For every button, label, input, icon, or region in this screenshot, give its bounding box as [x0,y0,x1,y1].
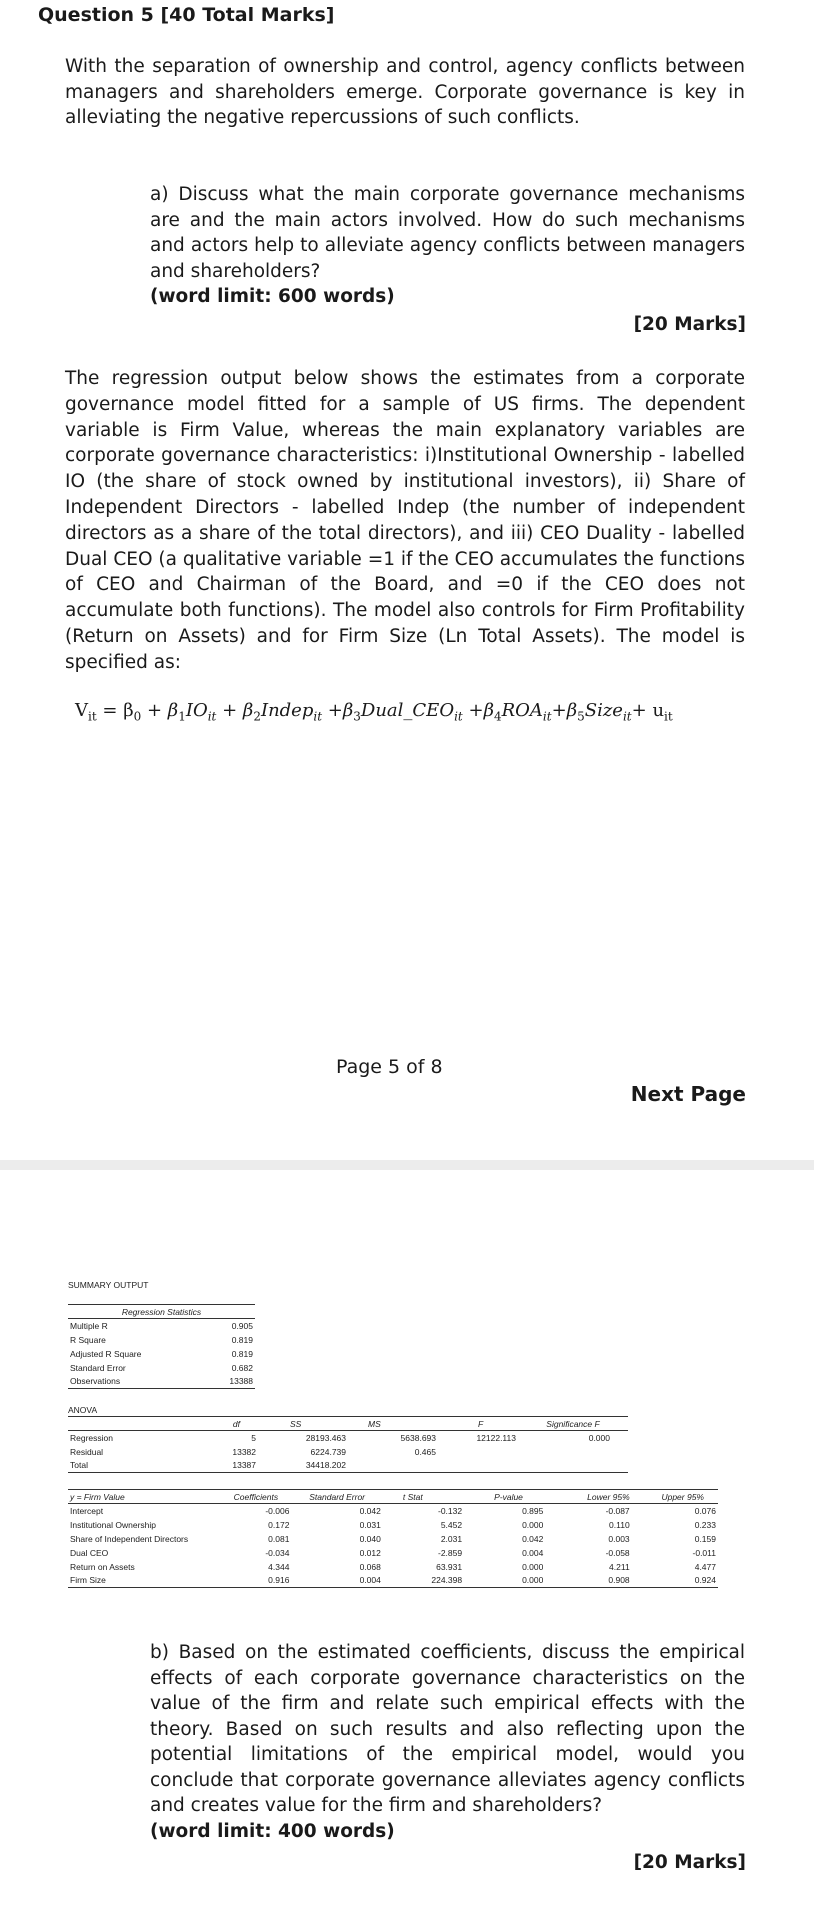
page-separator [0,1160,814,1170]
part-a-text: a) Discuss what the main corporate governance mechanisms are and the main actors involved. How do such mechanisms and actors help to alleviate agency conflicts between managers and shareholders? [150,184,745,282]
regression-description: The regression output below shows the estimates from a corporate governance model fitted for a sample of US firms. The dependent variable is Firm Value, whereas the main explanatory variables are corporate governance characteristics: i)Institutional Ownership - labelled IO (the share of stock owned by institutional investors), ii) Share of Independent Directors - labelled Indep (the number of independent directors as a share of the total directors), and iii) CEO Duality - labelled Dual CEO (a qualitative variable =1 if the CEO accumulates the functions of CEO and Chairman of the Board, and =0 if the CEO does not accumulate both functions). The model also controls for Firm Profitability (Return on Assets) and for Firm Size (Ln Total Assets). The model is specified as: [65,368,745,673]
table-row: Institutional Ownership 0.172 0.031 5.452 0.000 0.110 0.233 [70,1519,716,1530]
table-row: Regression 5 28193.463 5638.693 12122.113 0.000 [70,1432,610,1443]
anova-title: ANOVA [68,1405,98,1415]
table-row: Standard Error 0.682 [70,1362,253,1373]
part-b-word-limit: (word limit: 400 words) [150,1820,395,1842]
model-equation: $V_{it} = \beta_0 + \beta_1IO_{it}$ + $\beta_2Indep_{it}$ $+\beta_3Dual\_CEO_{it}$ $+\beta_4ROA_{it}+\beta_5Size_{it}+ u_{it}$ [75,700,673,724]
anova-header-row: df SS MS F Significance F [68,1417,628,1431]
anova-table [68,1416,628,1473]
table-row: Dual CEO -0.034 0.012 -2.859 0.004 -0.058 -0.011 [70,1547,716,1558]
coef-header-row: y = Firm Value Coefficients Standard Error t Stat P-value Lower 95% Upper 95% [68,1490,718,1504]
table-row: Residual 13382 6224.739 0.465 [70,1446,436,1457]
exam-page-6 [0,1170,814,1920]
table-row: Multiple R 0.905 [70,1320,253,1331]
next-page-button[interactable]: Next Page [630,1082,746,1106]
coefficients-table [68,1489,718,1588]
table-row: R Square 0.819 [70,1334,253,1345]
summary-output-title: SUMMARY OUTPUT [68,1280,149,1290]
part-a-word-limit: (word limit: 600 words) [150,286,395,307]
table-row: Total 13387 34418.202 [68,1459,628,1473]
part-b-marks: [20 Marks] [633,1852,746,1873]
table-row: Adjusted R Square 0.819 [70,1348,253,1359]
part-b-block [150,1640,745,1844]
table-row: Return on Assets 4.344 0.068 63.931 0.000 4.211 4.477 [70,1561,716,1572]
part-b-text: b) Based on the estimated coefficients, discuss the empirical effects of each corporate governance characteristics on the value of the firm and relate such empirical effects with the theory. Based on such results and also reflecting upon the potential limitations of the empirical model, would you conclude that corporate governance alleviates agency conflicts and creates value for the firm and shareholders? [150,1642,745,1816]
table-row: Intercept -0.006 0.042 -0.132 0.895 -0.087 0.076 [70,1505,716,1516]
question-title: Question 5 [40 Total Marks] [38,4,335,26]
table-row: Observations 13388 [68,1375,255,1389]
part-a-marks: [20 Marks] [633,314,746,335]
part-a-block [150,182,745,310]
regression-statistics-header: Regression Statistics [68,1305,255,1319]
regression-output [68,1280,718,1588]
intro-paragraph: With the separation of ownership and control, agency conflicts between managers and shareholders emerge. Corporate governance is key in alleviating the negative repercussions of such conflicts. [65,56,745,128]
table-row: Share of Independent Directors 0.081 0.040 2.031 0.042 0.003 0.159 [70,1533,716,1544]
table-row: Firm Size 0.916 0.004 224.398 0.000 0.908 0.924 [68,1574,718,1588]
regression-statistics-table [68,1304,255,1389]
page-number: Page 5 of 8 [336,1056,443,1078]
